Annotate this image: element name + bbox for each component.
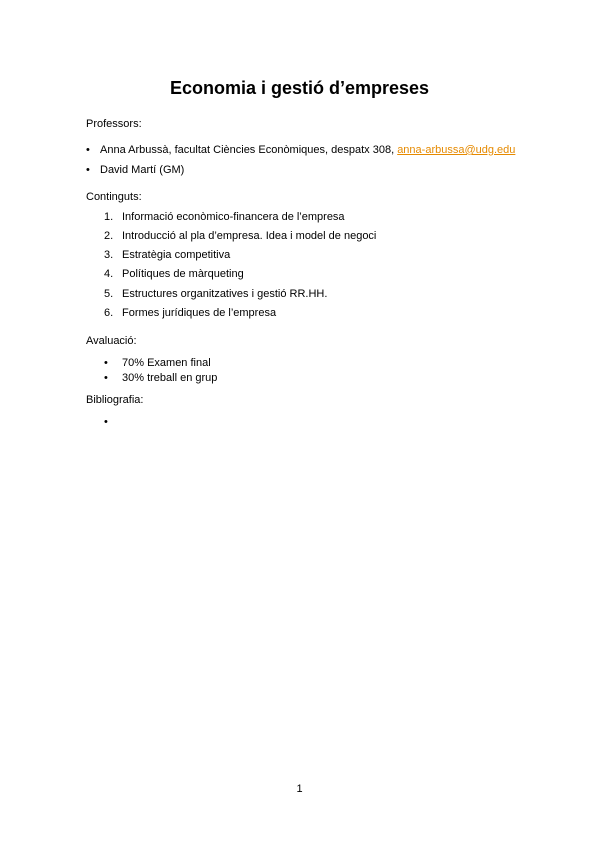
email-link[interactable]: anna-arbussa@udg.edu [397, 144, 516, 156]
item-text: Estructures organitzatives i gestió RR.HH. [122, 288, 328, 300]
item-number: 5. [104, 288, 114, 300]
contents-label: Continguts: [86, 191, 142, 203]
list-item-content-3 [104, 248, 230, 262]
list-item-content-5 [104, 287, 327, 301]
bullet-icon: • [104, 372, 108, 384]
professor-1-text: Anna Arbussà, facultat Ciències Econòmiques, despatx 308, [100, 144, 398, 156]
professor-2-text: David Martí (GM) [100, 164, 185, 176]
list-item-evaluation-1 [104, 356, 211, 370]
item-text: 70% Examen final [122, 357, 211, 369]
bullet-icon: • [104, 357, 108, 369]
evaluation-label: Avaluació: [86, 335, 137, 347]
item-text: Formes jurídiques de l’empresa [122, 307, 277, 319]
list-item-professor-1 [86, 143, 515, 157]
list-item-professor-2 [86, 163, 184, 177]
page-number: 1 [296, 783, 303, 795]
item-number: 1. [104, 211, 114, 223]
list-item-content-1 [104, 210, 345, 224]
list-item-content-4 [104, 267, 244, 281]
bullet-icon: • [86, 164, 90, 176]
professors-label: Professors: [86, 118, 142, 130]
item-text: Informació econòmico-financera de l’empresa [122, 211, 345, 223]
list-item-evaluation-2 [104, 371, 217, 385]
item-number: 2. [104, 230, 114, 242]
list-item-content-6 [104, 306, 276, 320]
bullet-icon: • [104, 416, 108, 428]
item-text: Estratègia competitiva [122, 249, 231, 261]
document-title: Economia i gestió d’empreses [169, 78, 430, 98]
list-item-content-2 [104, 229, 376, 243]
item-text: Introducció al pla d’empresa. Idea i model de negoci [122, 230, 377, 242]
item-text: 30% treball en grup [122, 372, 218, 384]
bullet-icon: • [86, 144, 90, 156]
bibliography-label: Bibliografia: [86, 394, 144, 406]
item-number: 6. [104, 307, 114, 319]
item-number: 4. [104, 268, 114, 280]
item-text: Polítiques de màrqueting [122, 268, 244, 280]
list-item-bibliography-empty [104, 415, 122, 429]
item-number: 3. [104, 249, 114, 261]
